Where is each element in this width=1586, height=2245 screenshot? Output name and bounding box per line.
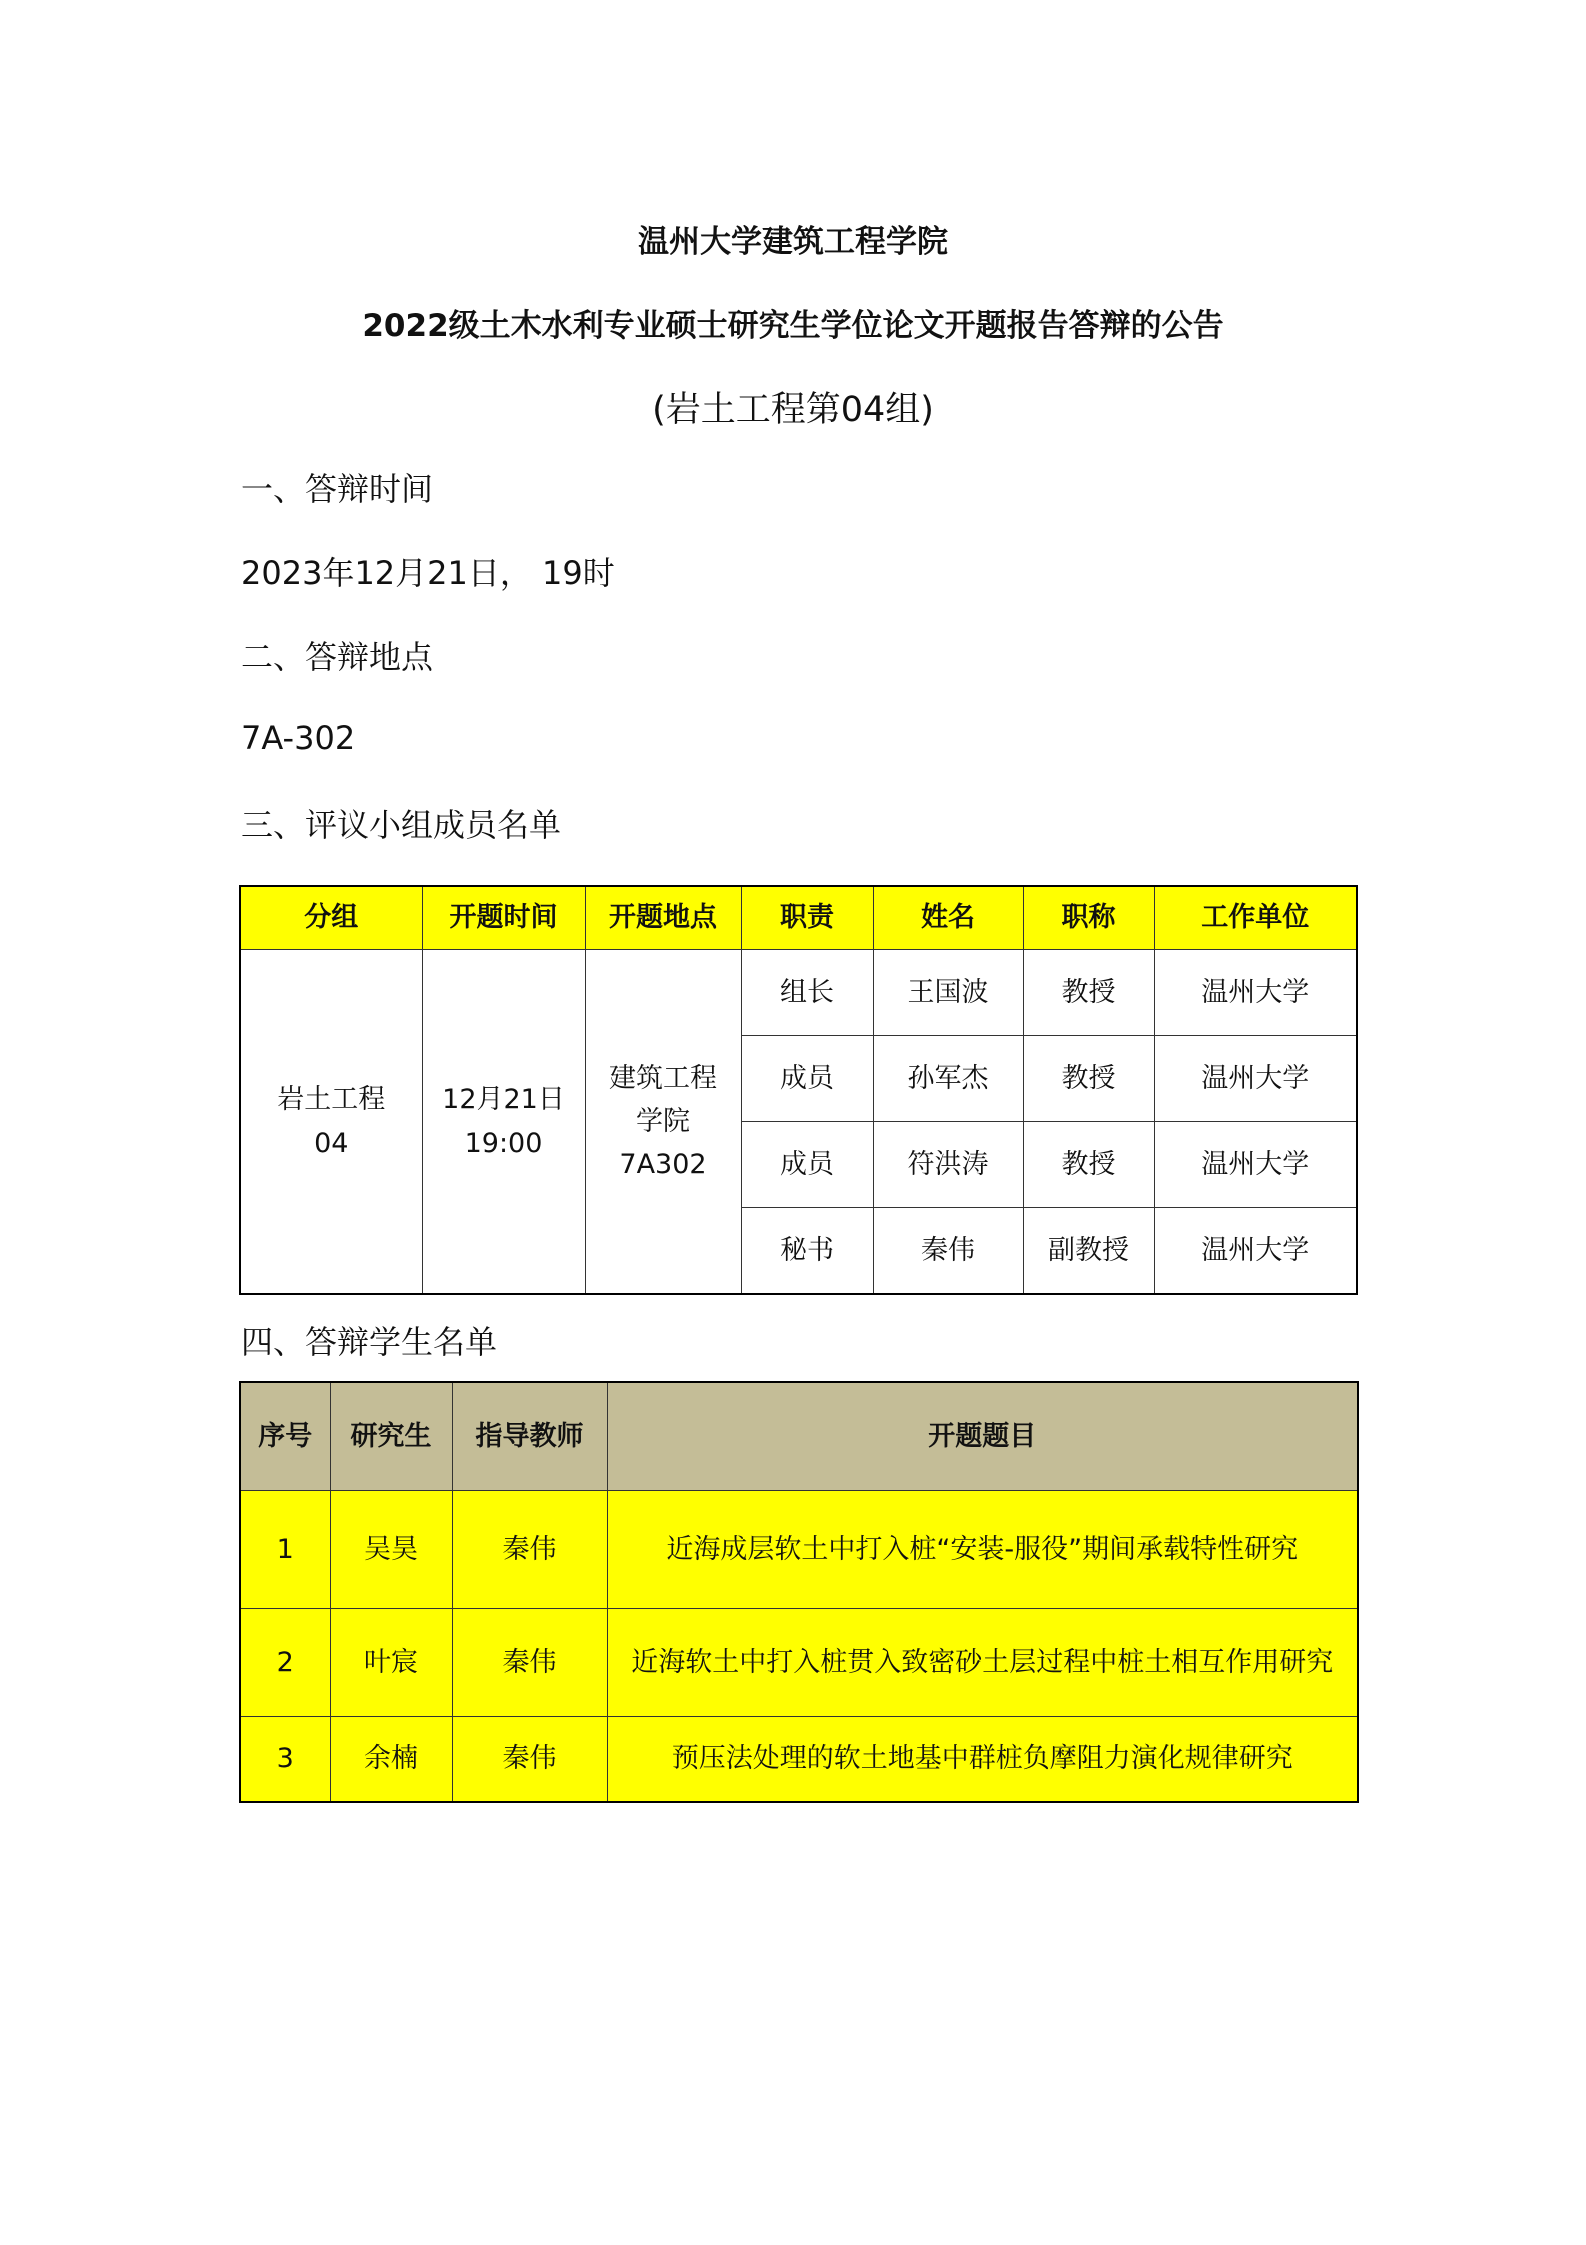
group-cell — [240, 950, 422, 1295]
unit: 温州大学 — [1154, 1122, 1357, 1208]
header-cell: 工作单位 — [1154, 886, 1357, 950]
row-number: 1 — [240, 1491, 330, 1609]
role: 成员 — [741, 1036, 873, 1122]
header-cell: 姓名 — [873, 886, 1023, 950]
header-cell: 开题地点 — [585, 886, 741, 950]
name: 王国波 — [873, 950, 1023, 1036]
header-cell: 分组 — [240, 886, 422, 950]
time-cell — [422, 950, 585, 1295]
group-number: 04 — [314, 1127, 349, 1159]
table-row — [240, 950, 1357, 1036]
title-line2: 2022级土木水利专业硕士研究生学位论文开题报告答辩的公告 — [362, 308, 1224, 344]
room: 7A302 — [619, 1149, 707, 1181]
place-cell — [585, 950, 741, 1295]
header-cell: 序号 — [240, 1382, 330, 1491]
topic: 近海软土中打入桩贯入致密砂土层过程中桩土相互作用研究 — [607, 1609, 1358, 1717]
header-cell: 职责 — [741, 886, 873, 950]
time: 19:00 — [464, 1127, 543, 1159]
title: 副教授 — [1023, 1208, 1154, 1295]
title-line1: 温州大学建筑工程学院 — [638, 224, 948, 260]
advisor: 秦伟 — [452, 1717, 607, 1802]
title: 教授 — [1023, 1036, 1154, 1122]
title-line3: (岩土工程第04组) — [652, 390, 934, 430]
place-value: 7A-302 — [241, 719, 356, 757]
row-number: 3 — [240, 1717, 330, 1802]
role: 成员 — [741, 1122, 873, 1208]
table-header-row — [240, 886, 1357, 950]
topic: 近海成层软土中打入桩“安装-服役”期间承载特性研究 — [607, 1491, 1358, 1609]
time-value: 2023年12月21日， 19时 — [241, 554, 615, 592]
name: 秦伟 — [873, 1208, 1023, 1295]
title: 教授 — [1023, 1122, 1154, 1208]
header-cell: 职称 — [1023, 886, 1154, 950]
panel-heading: 三、评议小组成员名单 — [241, 806, 562, 844]
student: 吴昊 — [330, 1491, 452, 1609]
title: 教授 — [1023, 950, 1154, 1036]
header-cell: 指导教师 — [452, 1382, 607, 1491]
time-heading: 一、答辩时间 — [241, 470, 434, 508]
header-cell: 研究生 — [330, 1382, 452, 1491]
advisor: 秦伟 — [452, 1491, 607, 1609]
name: 符洪涛 — [873, 1122, 1023, 1208]
panel-table — [239, 885, 1358, 1295]
place-line: 学院 — [636, 1105, 690, 1137]
student: 叶宸 — [330, 1609, 452, 1717]
advisor: 秦伟 — [452, 1609, 607, 1717]
table-header-row — [240, 1382, 1358, 1491]
unit: 温州大学 — [1154, 1208, 1357, 1295]
name: 孙军杰 — [873, 1036, 1023, 1122]
place-heading: 二、答辩地点 — [241, 638, 434, 676]
unit: 温州大学 — [1154, 1036, 1357, 1122]
table-row — [240, 1717, 1358, 1802]
place-line: 建筑工程 — [609, 1062, 717, 1094]
group-name: 岩土工程 — [277, 1084, 386, 1116]
date: 12月21日 — [442, 1084, 565, 1116]
table-row — [240, 1491, 1358, 1609]
students-table — [239, 1381, 1359, 1803]
role: 秘书 — [741, 1208, 873, 1295]
header-cell: 开题题目 — [607, 1382, 1358, 1491]
role: 组长 — [741, 950, 873, 1036]
row-number: 2 — [240, 1609, 330, 1717]
student: 余楠 — [330, 1717, 452, 1802]
students-heading: 四、答辩学生名单 — [241, 1323, 498, 1361]
topic: 预压法处理的软土地基中群桩负摩阻力演化规律研究 — [607, 1717, 1358, 1802]
table-row — [240, 1609, 1358, 1717]
unit: 温州大学 — [1154, 950, 1357, 1036]
header-cell: 开题时间 — [422, 886, 585, 950]
